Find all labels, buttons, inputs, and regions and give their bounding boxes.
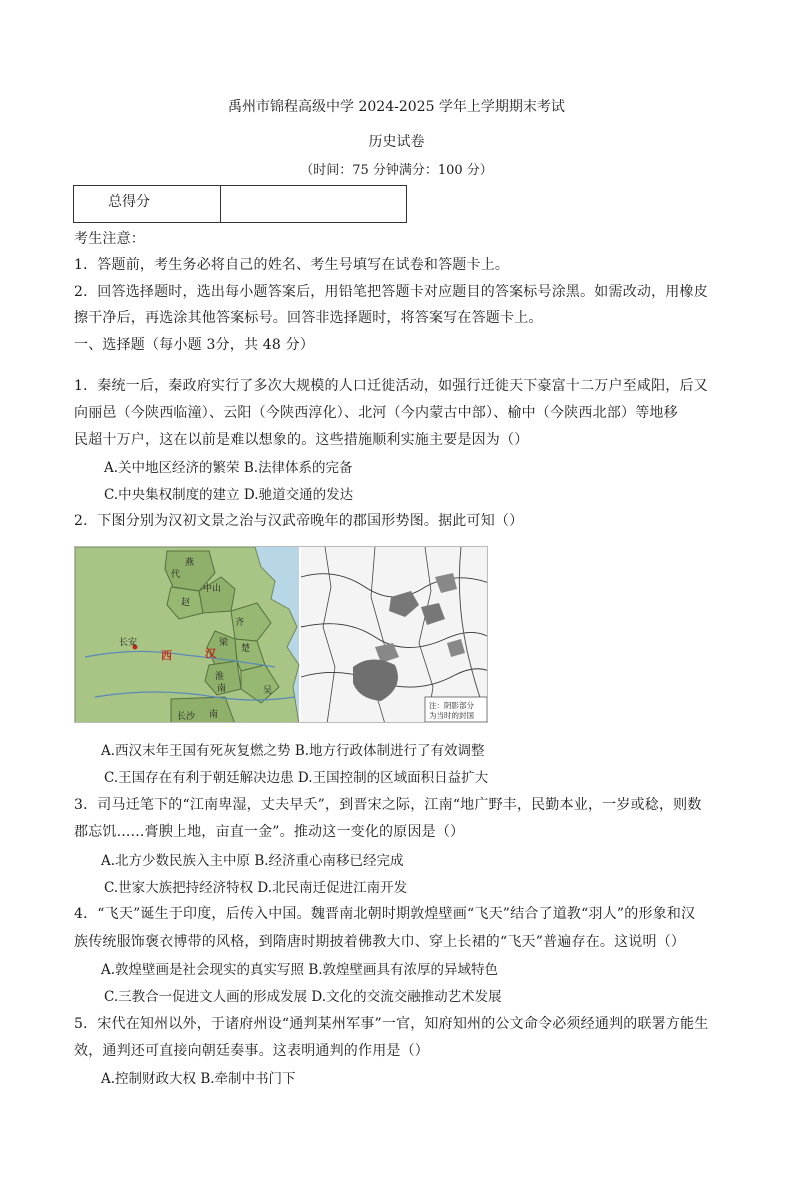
q5-line-1: 5．宋代在知州以外，于诸府州设“通判某州军事”一官，知府知州的公文命令必须经通判的联署方能生 bbox=[74, 1016, 709, 1032]
q1-line-1: 1．秦统一后，秦政府实行了多次大规模的人口迁徙活动，如强行迁徙天下豪富十二万户至咸阳，后又 bbox=[74, 378, 708, 394]
notice-heading: 考生注意： bbox=[74, 231, 145, 247]
label-zhongshan: 中山 bbox=[203, 584, 222, 594]
notice-item-1: 1．答题前，考生务必将自己的姓名、考生号填写在试卷和答题卡上。 bbox=[74, 257, 510, 273]
q3-line-2: 郡忘饥......膏腴上地，亩直一金”。推动这一变化的原因是（） bbox=[74, 824, 465, 840]
label-zhao: 赵 bbox=[181, 598, 191, 608]
label-nan: 南 bbox=[217, 684, 227, 694]
label-liang: 梁 bbox=[219, 638, 229, 648]
q4-options-ab: A.敦煌壁画是社会现实的真实写照 B.敦煌壁画具有浓厚的异域特色 bbox=[101, 962, 499, 978]
score-value[interactable] bbox=[221, 186, 406, 222]
q5-line-2: 效，通判还可直接向朝廷奏事。这表明通判的作用是（） bbox=[74, 1043, 429, 1059]
label-yan: 燕 bbox=[185, 558, 195, 568]
q2-map-svg bbox=[75, 547, 488, 723]
label-chu: 楚 bbox=[241, 644, 251, 654]
q2-options-ab: A.西汉末年王国有死灰复燃之势 B.地方行政体制进行了有效调整 bbox=[101, 743, 485, 759]
q1-line-3: 民超十万户，这在以前是难以想象的。这些措施顺利实施主要是因为（） bbox=[74, 432, 529, 448]
label-dai: 代 bbox=[171, 570, 181, 580]
time-info: （时间：75 分钟满分：100 分） bbox=[300, 163, 493, 178]
q5-options-ab: A.控制财政大权 B.牵制中书门下 bbox=[101, 1071, 296, 1087]
label-huai: 淮 bbox=[215, 672, 225, 682]
section-heading: 一、选择题（每小题 3分，共 48 分） bbox=[74, 337, 315, 353]
q3-line-1: 3．司马迁笔下的“江南卑湿，丈夫早夭”，到晋宋之际，江南“地广野丰，民勤本业，一岁或稔，则数 bbox=[74, 797, 702, 813]
label-nan-2: 南 bbox=[209, 710, 219, 720]
q1-line-2: 向丽邑（今陕西临潼）、云阳（今陕西淳化）、北河（今内蒙古中部）、榆中（今陕西北部）等地移 bbox=[74, 405, 678, 421]
label-changan: 长安 bbox=[119, 638, 138, 648]
q4-line-1: 4．“飞天”诞生于印度，后传入中国。魏晋南北朝时期敦煌壁画“飞天”结合了道教“羽人”的形象和汉 bbox=[74, 906, 696, 922]
q1-options-cd: C.中央集权制度的建立 D.驰道交通的发达 bbox=[104, 487, 354, 503]
q2-map-figure bbox=[74, 546, 488, 723]
q1-options-ab: A.关中地区经济的繁荣 B.法律体系的完备 bbox=[104, 460, 353, 476]
notice-item-2-line-2: 擦干净后，再选涂其他答案标号。回答非选择题时，将答案写在答题卡上。 bbox=[74, 310, 543, 326]
score-table bbox=[73, 185, 407, 223]
q2-stem: 2．下图分别为汉初文景之治与汉武帝晚年的郡国形势图。据此可知（） bbox=[74, 513, 524, 529]
notice-item-2-line-1: 2．回答选择题时，选出每小题答案后，用铅笔把答题卡对应题目的答案标号涂黑。如需改动，用橡皮 bbox=[74, 284, 708, 300]
label-han: 汉 bbox=[205, 647, 216, 660]
label-xi: 西 bbox=[161, 649, 172, 662]
q2-options-cd: C.王国存在有利于朝廷解决边患 D.王国控制的区域面积日益扩大 bbox=[104, 770, 489, 786]
map-note-line-2: 为当时的封国 bbox=[429, 711, 474, 720]
score-label: 总得分 bbox=[74, 186, 221, 222]
map-note-line-1: 注：阴影部分 bbox=[429, 701, 474, 710]
exam-title: 禹州市锦程高级中学 2024-2025 学年上学期期末考试 bbox=[228, 99, 565, 115]
label-qi: 齐 bbox=[235, 618, 245, 628]
q3-options-cd: C.世家大族把持经济特权 D.北民南迁促进江南开发 bbox=[104, 880, 408, 896]
label-wu: 吴 bbox=[263, 686, 273, 696]
label-changsha: 长沙 bbox=[177, 712, 196, 722]
q4-line-2: 族传统服饰褒衣博带的风格，到隋唐时期披着佛教大巾、穿上长裙的“飞天”普遍存在。这说明（） bbox=[74, 934, 686, 950]
subject-title: 历史试卷 bbox=[368, 134, 425, 150]
q3-options-ab: A.北方少数民族入主中原 B.经济重心南移已经完成 bbox=[101, 853, 404, 869]
q4-options-cd: C.三教合一促进文人画的形成发展 D.文化的交流交融推动艺术发展 bbox=[104, 989, 502, 1005]
